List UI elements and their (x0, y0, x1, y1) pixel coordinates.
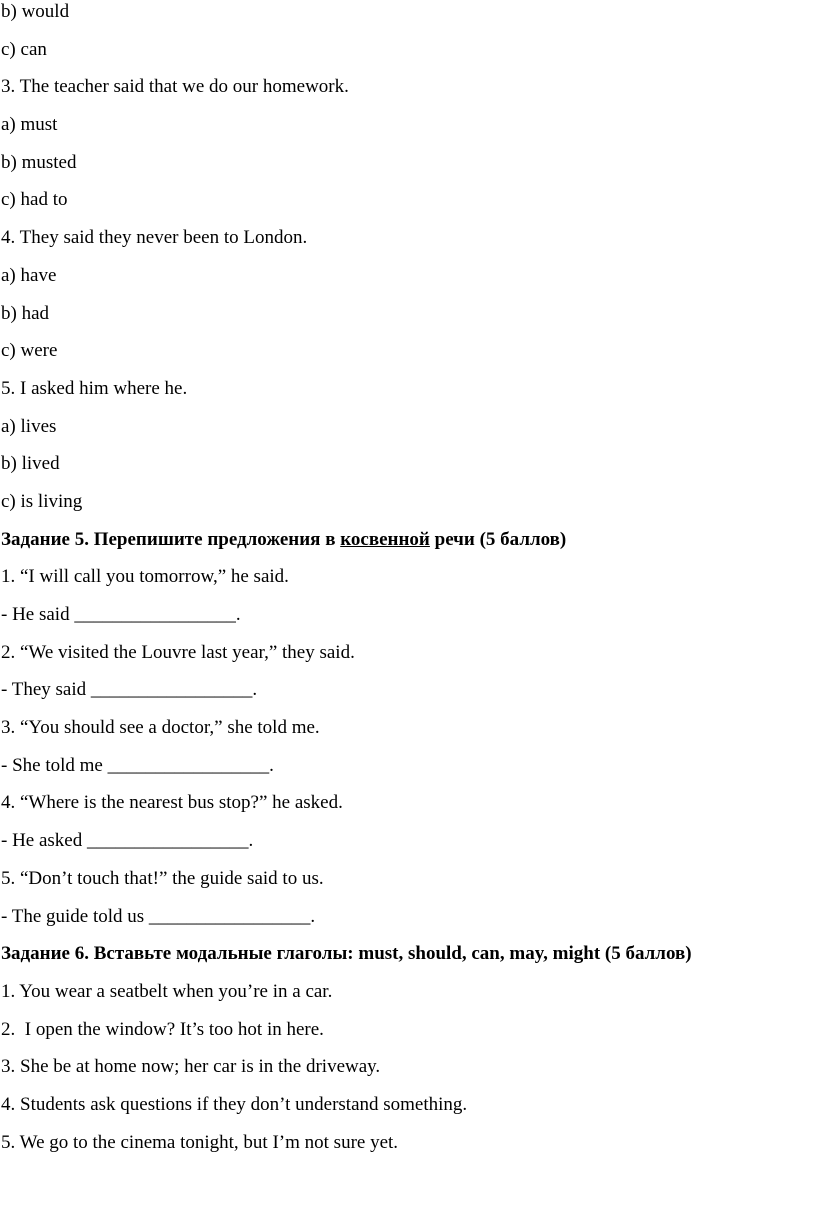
answer-options-block (0, 0, 816, 526)
task-5-line: 3. “You should see a doctor,” she told me. (1, 717, 320, 739)
text-line: b) musted (1, 151, 77, 173)
task-6-line: 1. You wear a seatbelt when you’re in a car. (1, 980, 333, 1002)
task-5-line: - He said _________________. (1, 604, 241, 625)
text-line: 4. They said they never been to London. (1, 227, 308, 249)
task-6-heading: Задание 6. Вставьте модальные глаголы: must, should, can, may, might (5 баллов) (1, 943, 692, 965)
task-5-line: 5. “Don’t touch that!” the guide said to us. (1, 867, 324, 889)
task-5-heading-underlined: косвенной (340, 528, 430, 550)
task-6-section (0, 940, 816, 1166)
task-6-line: 4. Students ask questions if they don’t understand something. (1, 1093, 468, 1115)
task-5-line: - The guide told us _________________. (1, 905, 316, 927)
text-line: c) had to (1, 189, 68, 211)
text-line: b) would (1, 1, 70, 22)
task-5-heading-end: речи (5 баллов) (429, 528, 567, 550)
text-line: c) were (1, 340, 58, 362)
text-line: c) is living (1, 490, 83, 512)
task-5-line: - They said _________________. (1, 679, 258, 701)
text-line: a) must (1, 114, 58, 136)
task-6-line: 5. We go to the cinema tonight, but I’m not sure yet. (1, 1131, 399, 1153)
task-5-line: 4. “Where is the nearest bus stop?” he asked. (1, 792, 343, 814)
task-6-line: 2. I open the window? It’s too hot in here. (1, 1018, 324, 1040)
task-5-heading-start: Задание 5. Перепишите предложения в (1, 528, 341, 550)
task-5-line: - He asked _________________. (1, 830, 254, 852)
task-5-line: 2. “We visited the Louvre last year,” they said. (1, 641, 355, 663)
task-5-line: - She told me _________________. (1, 754, 274, 776)
text-line: b) had (1, 302, 50, 324)
task-5-heading (0, 526, 816, 564)
task-5-section (0, 526, 816, 941)
task-6-line: 3. She be at home now; her car is in the driveway. (1, 1056, 381, 1078)
text-line: 3. The teacher said that we do our homework. (1, 76, 349, 98)
task-5-line: 1. “I will call you tomorrow,” he said. (1, 566, 289, 588)
text-line: a) lives (1, 415, 57, 437)
text-line: 5. I asked him where he. (1, 377, 188, 399)
text-line: a) have (1, 264, 57, 286)
text-line: c) can (1, 38, 47, 60)
text-line: b) lived (1, 453, 60, 475)
